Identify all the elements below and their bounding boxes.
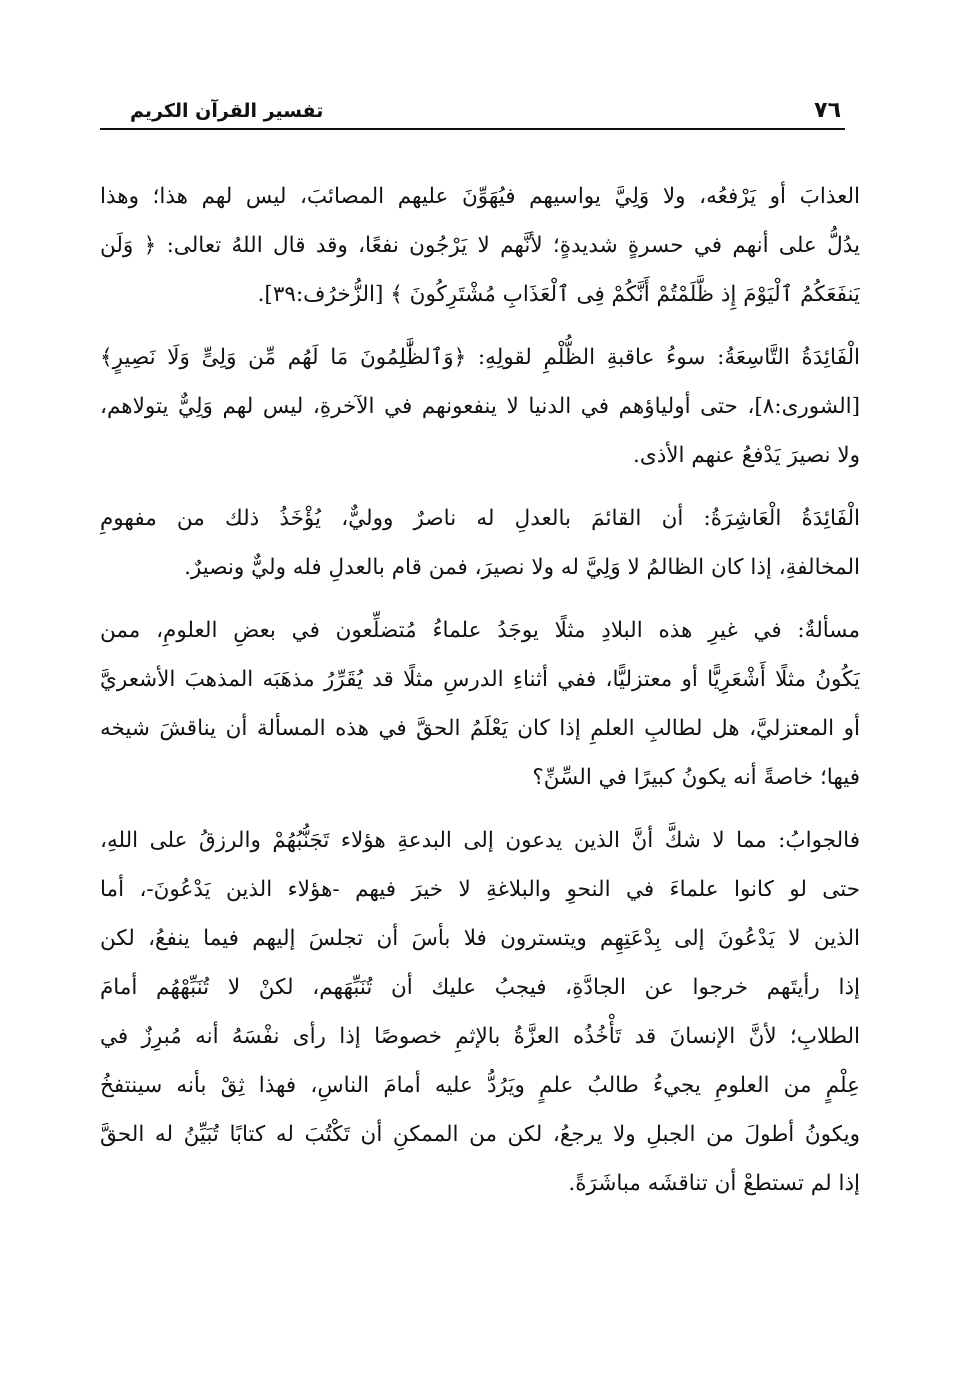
text-line: ولا نصيرَ يَدْفعُ عنهم الأذى. bbox=[633, 443, 860, 468]
paragraph-question bbox=[100, 606, 860, 802]
text-line: يَنفَعَكُمُ ٱلْيَوْمَ إِذ ظَّلَمْتُمْ أَنَّكُمْ فِى ٱلْعَذَابِ مُشْتَرِكُونَ ﴾ [الزُّخرُف:٣٩]. bbox=[257, 282, 860, 307]
paragraph-answer bbox=[100, 816, 860, 1208]
text-line: فالجوابُ: مما لا شكَّ أنَّ الذين يدعون إلى البدعةِ هؤلاء تَجَنُّبُهُمْ والرزقُ على اللهِ، bbox=[100, 828, 860, 853]
running-title: تفسير القرآن الكريم bbox=[130, 100, 324, 122]
text-line: المخالفةِ، إذا كان الظالمُ لا وَلِيَّ له ولا نصيرَ، فمن قام بالعدلِ فله وليٌّ ونصيرٌ. bbox=[184, 555, 860, 580]
text-line: الطلابِ؛ لأنَّ الإنسانَ قد تَأْخُذُه العزَّةُ بالإثمِ خصوصًا إذا رأى نفْسَهُ أنه مُبرِزٌ في bbox=[100, 1024, 860, 1049]
text-line: الْفَائِدَةُ الْعَاشِرَةُ: أن القائمَ بالعدلِ له ناصرٌ ووليٌّ، يُؤْخَذُ ذلك من مفهومِ bbox=[100, 506, 860, 531]
text-line: العذابَ أو يَرْفعُه، ولا وَلِيَّ يواسيهم فيُهَوِّنَ عليهم المصائبَ، ليس لهم هذا؛ وهذا bbox=[100, 184, 860, 209]
text-line: ويكونُ أطولَ من الجبلِ ولا يرجعُ، لكن من الممكنِ أن تَكْتُبَ له كتابًا تُبَيِّنُ له الحقَّ bbox=[100, 1122, 860, 1147]
paragraph-1 bbox=[100, 172, 860, 319]
text-line: عِلْمٍ من العلومِ يجيءُ طالبُ علمٍ ويَرُدُّ عليه أمامَ الناسِ، فهذا ثِقْ بأنه سينتفخُ bbox=[100, 1073, 860, 1098]
text-line: الذين لا يَدْعُونَ إلى بِدْعَتِهِم ويتسترون فلا بأسَ أن تجلسَ إليهم فيما ينفعُ، لكن bbox=[100, 926, 860, 951]
page-number: ٧٦ bbox=[814, 98, 841, 123]
text-line: يَكُونُ مثلًا أَشْعَرِيًّا أو معتزليًّا، ففي أثناءِ الدرسِ مثلًا قد يُقَرِّرُ مذهَبَه المذهبَ الأشعريَّ bbox=[100, 667, 860, 692]
page-header bbox=[100, 96, 845, 130]
text-line: إذا رأيتَهم خرجوا عن الجادَّةِ، فيجبُ عليك أن تُنَبِّهَهم، لكنْ لا تُنَبِّهْهُم أمامَ bbox=[100, 975, 860, 1000]
text-line: الْفَائِدَةُ التَّاسِعَةُ: سوءُ عاقبةِ الظُّلْمِ لقولِهِ: ﴿وَٱلظَّٰلِمُونَ مَا لَهُم مِّن وَلِىٍّ وَلَا نَصِيرٍ﴾ bbox=[100, 345, 860, 370]
text-line: إذا لم تستطعْ أن تناقشَه مباشَرَةً. bbox=[568, 1171, 860, 1196]
text-line: [الشورى:٨]، حتى أولياؤهم في الدنيا لا ينفعونهم في الآخرةِ، ليس لهم وَلِيٌّ يتولاهم، bbox=[100, 394, 860, 419]
paragraph-ninth-benefit bbox=[100, 333, 860, 480]
page-body bbox=[100, 172, 860, 1222]
text-line: فيها؛ خاصةً أنه يكونُ كبيرًا في السِّنِّ؟ bbox=[532, 765, 860, 790]
paragraph-tenth-benefit bbox=[100, 494, 860, 592]
text-line: أو المعتزليَّ، هل لطالبِ العلمِ إذا كان يَعْلَمُ الحقَّ في هذه المسألة أن يناقشَ شيخه bbox=[100, 716, 860, 741]
text-line: يدُلُّ على أنهم في حسرةٍ شديدةٍ؛ لأنَّهم لا يَرْجُون نفعًا، وقد قال اللهُ تعالى: ﴿ وَلَن bbox=[100, 233, 860, 258]
text-line: مسألةٌ: في غيرِ هذه البلادِ مثلًا يوجَدُ علماءُ مُتضلِّعون في بعضِ العلومِ، ممن bbox=[100, 618, 860, 643]
text-line: حتى لو كانوا علماءَ في النحوِ والبلاغةِ لا خيرَ فيهم -هؤلاء الذين يَدْعُونَ-، أما bbox=[100, 877, 860, 902]
